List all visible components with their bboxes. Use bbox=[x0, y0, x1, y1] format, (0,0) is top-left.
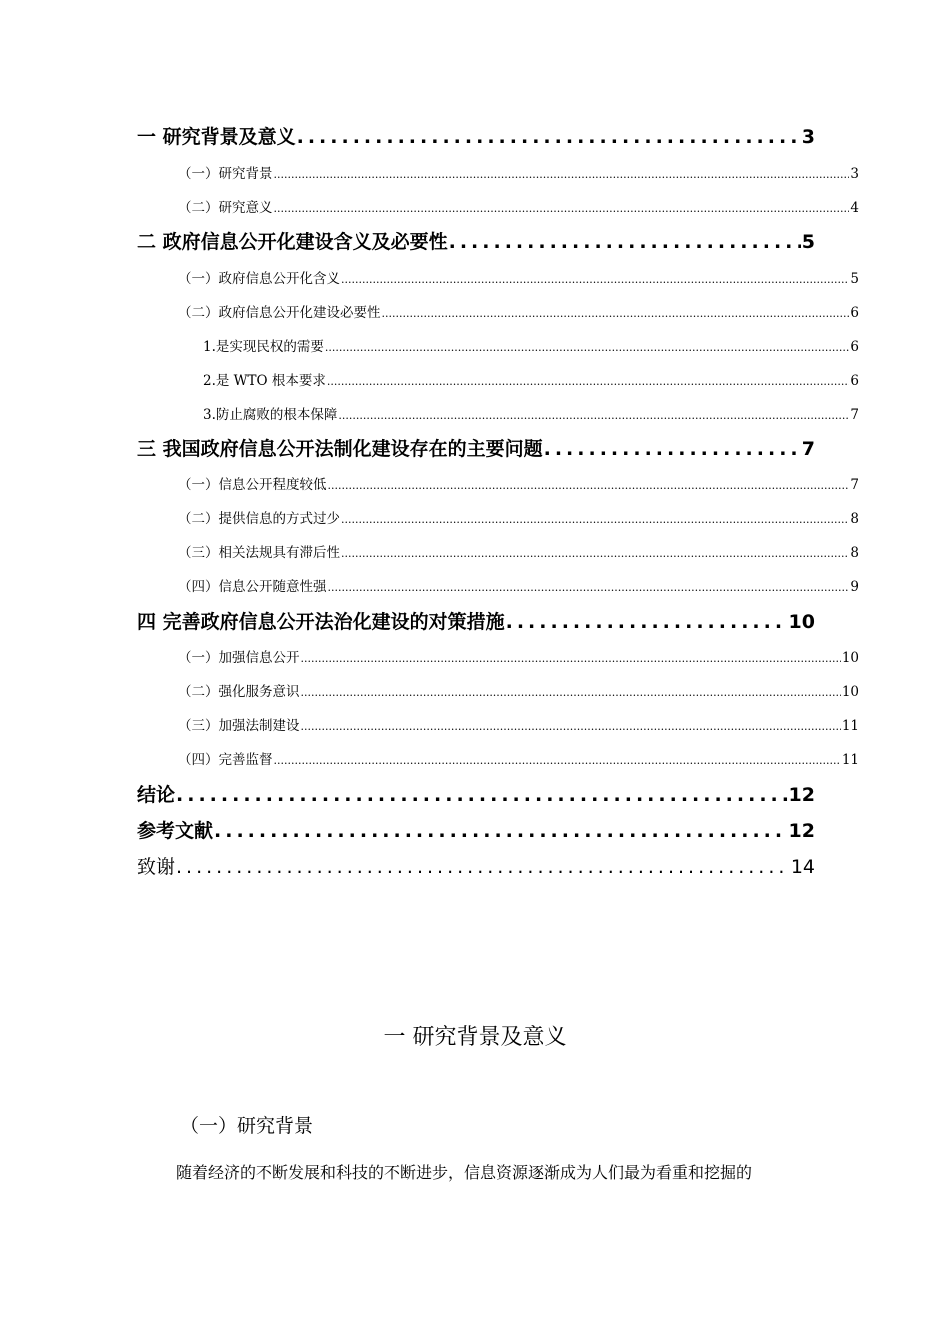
toc-entry-title: 结论 bbox=[137, 784, 176, 806]
toc-entry-chapter-4[interactable] bbox=[137, 607, 815, 639]
body-paragraph: 随着经济的不断发展和科技的不断进步，信息资源逐渐成为人们最为看重和挖掘的 bbox=[176, 1163, 753, 1182]
toc-leader-dots bbox=[338, 409, 849, 422]
toc-leader-dots bbox=[544, 438, 801, 460]
toc-leader-dots bbox=[325, 341, 850, 354]
toc-leader-dots bbox=[341, 273, 849, 286]
toc-entry-title: （二）政府信息公开化建设必要性 bbox=[178, 305, 381, 321]
toc-leader-dots bbox=[301, 720, 841, 733]
toc-entry-section-3-2[interactable] bbox=[178, 507, 859, 529]
toc-entry-page: 6 bbox=[850, 339, 859, 355]
toc-entry-section-1-2[interactable] bbox=[178, 196, 859, 218]
toc-leader-dots bbox=[176, 856, 790, 878]
toc-entry-title: （一）信息公开程度较低 bbox=[178, 477, 327, 493]
toc-entry-page: 7 bbox=[801, 438, 815, 460]
toc-entry-title: （四）完善监督 bbox=[178, 752, 273, 768]
section-heading: （一）研究背景 bbox=[180, 1115, 314, 1137]
toc-entry-page: 12 bbox=[788, 784, 815, 806]
toc-entry-title: （二）提供信息的方式过少 bbox=[178, 511, 340, 527]
toc-entry-conclusion[interactable] bbox=[137, 780, 815, 812]
toc-entry-page: 6 bbox=[850, 373, 859, 389]
toc-entry-page: 11 bbox=[841, 752, 859, 768]
toc-entry-item-2-2-1[interactable] bbox=[203, 335, 859, 357]
toc-entry-title: 二 政府信息公开化建设含义及必要性 bbox=[137, 231, 448, 253]
toc-entry-chapter-2[interactable] bbox=[137, 227, 815, 259]
toc-entry-section-4-3[interactable] bbox=[178, 714, 859, 736]
toc-entry-page: 11 bbox=[841, 718, 859, 734]
toc-entry-section-3-3[interactable] bbox=[178, 541, 859, 563]
toc-entry-title: 三 我国政府信息公开法制化建设存在的主要问题 bbox=[137, 438, 543, 460]
toc-entry-chapter-1[interactable] bbox=[137, 122, 815, 154]
toc-entry-title: （三）相关法规具有滞后性 bbox=[178, 545, 340, 561]
toc-leader-dots bbox=[449, 231, 801, 253]
toc-entry-page: 5 bbox=[850, 271, 859, 287]
toc-leader-dots bbox=[328, 581, 850, 594]
toc-entry-section-4-1[interactable] bbox=[178, 646, 859, 668]
toc-leader-dots bbox=[382, 307, 850, 320]
toc-leader-dots bbox=[341, 547, 849, 560]
chapter-heading: 一 研究背景及意义 bbox=[383, 1025, 567, 1050]
toc-entry-section-2-2[interactable] bbox=[178, 301, 859, 323]
toc-leader-dots bbox=[301, 686, 841, 699]
toc-entry-page: 9 bbox=[850, 579, 859, 595]
toc-entry-page: 7 bbox=[850, 477, 859, 493]
toc-entry-page: 14 bbox=[790, 856, 815, 878]
toc-entry-title: （三）加强法制建设 bbox=[178, 718, 300, 734]
toc-entry-title: 参考文献 bbox=[137, 820, 214, 842]
toc-entry-title: 3.防止腐败的根本保障 bbox=[203, 407, 338, 423]
toc-entry-page: 10 bbox=[841, 684, 859, 700]
toc-entry-page: 8 bbox=[850, 545, 859, 561]
toc-entry-page: 7 bbox=[850, 407, 859, 423]
toc-leader-dots bbox=[274, 202, 850, 215]
toc-entry-page: 4 bbox=[850, 200, 859, 216]
toc-entry-section-1-1[interactable] bbox=[178, 162, 859, 184]
toc-entry-title: 一 研究背景及意义 bbox=[137, 126, 296, 148]
toc-entry-title: （四）信息公开随意性强 bbox=[178, 579, 327, 595]
toc-leader-dots bbox=[301, 652, 841, 665]
toc-entry-section-4-2[interactable] bbox=[178, 680, 859, 702]
toc-leader-dots bbox=[214, 820, 788, 842]
toc-leader-dots bbox=[341, 513, 849, 526]
toc-entry-page: 3 bbox=[850, 166, 859, 182]
toc-entry-references[interactable] bbox=[137, 816, 815, 848]
toc-leader-dots bbox=[297, 126, 801, 148]
toc-leader-dots bbox=[327, 375, 849, 388]
toc-entry-title: （二）强化服务意识 bbox=[178, 684, 300, 700]
toc-leader-dots bbox=[274, 168, 850, 181]
toc-entry-section-3-4[interactable] bbox=[178, 575, 859, 597]
toc-entry-title: （一）研究背景 bbox=[178, 166, 273, 182]
toc-entry-title: （一）加强信息公开 bbox=[178, 650, 300, 666]
toc-leader-dots bbox=[274, 754, 841, 767]
toc-entry-title: 2.是 WTO 根本要求 bbox=[203, 373, 326, 389]
toc-entry-section-3-1[interactable] bbox=[178, 473, 859, 495]
toc-entry-chapter-3[interactable] bbox=[137, 434, 815, 466]
toc-leader-dots bbox=[506, 611, 788, 633]
toc-entry-title: 致谢 bbox=[137, 856, 176, 878]
toc-entry-section-2-1[interactable] bbox=[178, 267, 859, 289]
toc-entry-page: 5 bbox=[801, 231, 815, 253]
toc-entry-page: 10 bbox=[788, 611, 815, 633]
toc-entry-title: （二）研究意义 bbox=[178, 200, 273, 216]
toc-entry-item-2-2-2[interactable] bbox=[203, 369, 859, 391]
toc-leader-dots bbox=[328, 479, 850, 492]
toc-entry-page: 3 bbox=[801, 126, 815, 148]
toc-entry-item-2-2-3[interactable] bbox=[203, 403, 859, 425]
toc-entry-page: 12 bbox=[788, 820, 815, 842]
toc-entry-title: （一）政府信息公开化含义 bbox=[178, 271, 340, 287]
toc-entry-page: 8 bbox=[850, 511, 859, 527]
toc-entry-section-4-4[interactable] bbox=[178, 748, 859, 770]
toc-entry-page: 10 bbox=[841, 650, 859, 666]
toc-leader-dots bbox=[176, 784, 788, 806]
toc-entry-title: 四 完善政府信息公开法治化建设的对策措施 bbox=[137, 611, 505, 633]
toc-entry-thanks[interactable] bbox=[137, 852, 815, 884]
toc-entry-title: 1.是实现民权的需要 bbox=[203, 339, 324, 355]
toc-entry-page: 6 bbox=[850, 305, 859, 321]
